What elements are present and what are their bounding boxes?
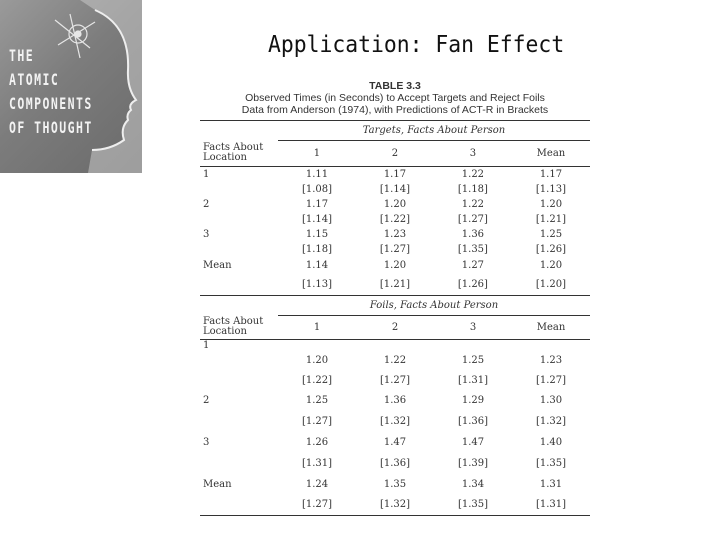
cell-predicted: [1.27] bbox=[379, 375, 411, 386]
cell-predicted: [1.13] bbox=[301, 279, 333, 290]
table-number: TABLE 3.3 bbox=[369, 80, 421, 92]
column-header: 1 bbox=[313, 321, 321, 333]
row-label: Mean bbox=[203, 478, 232, 490]
cell-predicted: [1.31] bbox=[457, 375, 489, 386]
cell-predicted: [1.22] bbox=[301, 375, 333, 386]
cell-observed: 1.27 bbox=[461, 260, 485, 271]
book-title-line: OF THOUGHT bbox=[9, 118, 93, 137]
cell-observed: 1.20 bbox=[305, 355, 329, 366]
cell-predicted: [1.27] bbox=[301, 499, 333, 511]
book-title-line: ATOMIC bbox=[9, 70, 60, 89]
cell-predicted: [1.20] bbox=[535, 279, 566, 290]
row-header-line: Location bbox=[203, 152, 247, 164]
cell-observed: 1.20 bbox=[539, 260, 563, 271]
cell-predicted: [1.08] bbox=[301, 183, 333, 195]
cell-predicted: [1.26] bbox=[535, 243, 566, 255]
row-header-line: Facts About bbox=[203, 315, 264, 327]
cell-predicted: [1.21] bbox=[535, 213, 566, 225]
cell-predicted: [1.36] bbox=[457, 415, 489, 427]
foils-section-label: Foils, Facts About Person bbox=[278, 295, 590, 315]
cell-predicted: [1.32] bbox=[379, 499, 411, 511]
targets-table bbox=[200, 120, 590, 295]
cell-observed: 1.25 bbox=[461, 355, 485, 366]
cell-predicted: [1.36] bbox=[379, 457, 411, 469]
table-caption bbox=[200, 80, 590, 116]
cell-observed: 1.23 bbox=[539, 355, 563, 366]
cell-predicted: [1.21] bbox=[379, 279, 410, 290]
cell-predicted: [1.35] bbox=[457, 243, 488, 255]
fan-effect-table bbox=[200, 80, 590, 516]
cell-observed: 1.25 bbox=[305, 395, 329, 406]
cell-predicted: [1.39] bbox=[457, 457, 489, 469]
column-header: Mean bbox=[536, 321, 566, 333]
column-header: 1 bbox=[313, 148, 321, 159]
row-header bbox=[200, 141, 278, 167]
row-header-line: Facts About bbox=[203, 142, 264, 154]
cell-predicted: [1.13] bbox=[535, 183, 566, 195]
targets-section-label: Targets, Facts About Person bbox=[278, 121, 590, 141]
cell-observed: 1.17 bbox=[383, 168, 407, 180]
row-label: 3 bbox=[203, 436, 210, 448]
row-header bbox=[200, 315, 278, 339]
cell-observed: 1.30 bbox=[539, 395, 563, 406]
cell-predicted: [1.31] bbox=[535, 499, 567, 511]
book-title-line: THE bbox=[9, 46, 35, 65]
row-header-line: Location bbox=[203, 325, 247, 337]
cell-predicted: [1.32] bbox=[379, 415, 411, 427]
cell-predicted: [1.14] bbox=[301, 213, 333, 225]
cell-observed: 1.31 bbox=[539, 478, 563, 490]
cell-observed: 1.26 bbox=[305, 436, 329, 448]
cell-predicted: [1.32] bbox=[535, 415, 567, 427]
cell-predicted: [1.14] bbox=[379, 183, 410, 195]
cell-predicted: [1.35] bbox=[457, 499, 489, 511]
cell-predicted: [1.31] bbox=[301, 457, 333, 469]
cell-observed: 1.47 bbox=[461, 436, 485, 448]
cell-observed: 1.22 bbox=[461, 168, 485, 180]
column-header: 2 bbox=[391, 321, 399, 333]
row-label: Mean bbox=[203, 260, 232, 271]
cell-predicted: [1.18] bbox=[457, 183, 488, 195]
cell-observed: 1.23 bbox=[383, 228, 407, 240]
cell-observed: 1.11 bbox=[305, 168, 329, 180]
cell-observed: 1.17 bbox=[539, 168, 563, 180]
book-cover-logo bbox=[0, 0, 142, 173]
cell-observed: 1.14 bbox=[305, 260, 329, 271]
column-header: 2 bbox=[391, 148, 399, 159]
cell-observed: 1.35 bbox=[383, 478, 407, 490]
slide-title: Application: Fan Effect bbox=[268, 32, 565, 58]
cell-predicted: [1.26] bbox=[457, 279, 488, 290]
cell-observed: 1.40 bbox=[539, 436, 563, 448]
cell-observed: 1.20 bbox=[383, 198, 407, 210]
cell-predicted: [1.35] bbox=[535, 457, 567, 469]
row-label: 2 bbox=[203, 395, 210, 406]
caption-line: Observed Times (in Seconds) to Accept Targets and Reject Foils bbox=[245, 92, 545, 104]
book-title-line: COMPONENTS bbox=[9, 94, 93, 113]
cell-observed: 1.17 bbox=[305, 198, 329, 210]
column-header: Mean bbox=[536, 148, 566, 159]
cell-observed: 1.29 bbox=[461, 395, 485, 406]
foils-table bbox=[200, 295, 590, 517]
row-label: 1 bbox=[203, 339, 210, 351]
cell-predicted: [1.18] bbox=[301, 243, 333, 255]
book-title bbox=[9, 44, 93, 140]
cell-observed: 1.25 bbox=[539, 228, 563, 240]
cell-observed: 1.47 bbox=[383, 436, 407, 448]
cell-observed: 1.36 bbox=[383, 395, 407, 406]
cell-observed: 1.22 bbox=[383, 355, 407, 366]
cell-predicted: [1.27] bbox=[457, 213, 488, 225]
row-label: 3 bbox=[203, 228, 210, 240]
caption-line: Data from Anderson (1974), with Predictions of ACT-R in Brackets bbox=[241, 104, 549, 116]
cell-predicted: [1.27] bbox=[379, 243, 410, 255]
cell-predicted: [1.27] bbox=[535, 375, 567, 386]
cell-observed: 1.36 bbox=[461, 228, 485, 240]
cell-observed: 1.20 bbox=[539, 198, 563, 210]
cell-predicted: [1.22] bbox=[379, 213, 410, 225]
cell-observed: 1.34 bbox=[461, 478, 485, 490]
cell-predicted: [1.27] bbox=[301, 415, 333, 427]
row-label: 1 bbox=[203, 168, 210, 180]
cell-observed: 1.20 bbox=[383, 260, 407, 271]
column-header: 3 bbox=[469, 321, 477, 333]
row-label: 2 bbox=[203, 198, 210, 210]
cell-observed: 1.24 bbox=[305, 478, 329, 490]
cell-observed: 1.15 bbox=[305, 228, 329, 240]
column-header: 3 bbox=[469, 148, 477, 159]
cell-observed: 1.22 bbox=[461, 198, 485, 210]
